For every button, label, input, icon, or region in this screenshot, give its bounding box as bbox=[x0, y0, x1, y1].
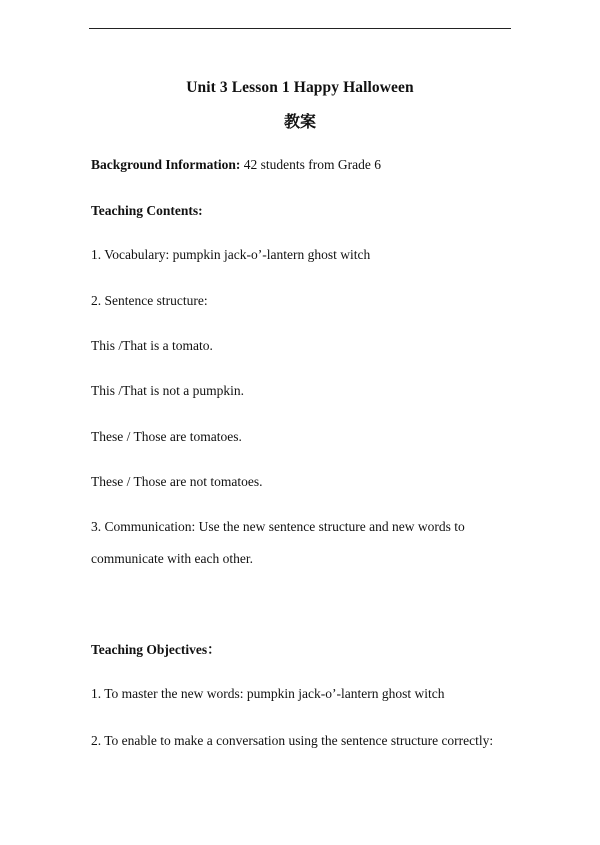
background-label: Background Information: bbox=[91, 157, 241, 172]
content-line: 2. Sentence structure: bbox=[91, 293, 208, 308]
content-line: These / Those are not tomatoes. bbox=[91, 474, 263, 489]
objective-line: 2. To enable to make a conversation using the sentence structure correctly: bbox=[91, 733, 494, 748]
document-subtitle: 教案 bbox=[283, 112, 316, 131]
content-line: These / Those are tomatoes. bbox=[91, 429, 242, 444]
objective-line: 1. To master the new words: pumpkin jack-o’-lantern ghost witch bbox=[91, 686, 445, 701]
background-value: 42 students from Grade 6 bbox=[243, 157, 382, 172]
background-information bbox=[91, 156, 381, 174]
teaching-contents-heading: Teaching Contents: bbox=[91, 203, 203, 218]
content-line: This /That is not a pumpkin. bbox=[91, 383, 244, 398]
content-line: communicate with each other. bbox=[91, 551, 253, 566]
content-line: This /That is a tomato. bbox=[91, 338, 213, 353]
teaching-objectives-heading: Teaching Objectives： bbox=[91, 642, 221, 657]
header-rule bbox=[89, 28, 511, 29]
content-line: 3. Communication: Use the new sentence structure and new words to bbox=[91, 519, 465, 534]
content-line: 1. Vocabulary: pumpkin jack-o’-lantern ghost witch bbox=[91, 247, 371, 262]
document-title: Unit 3 Lesson 1 Happy Halloween bbox=[186, 79, 414, 96]
